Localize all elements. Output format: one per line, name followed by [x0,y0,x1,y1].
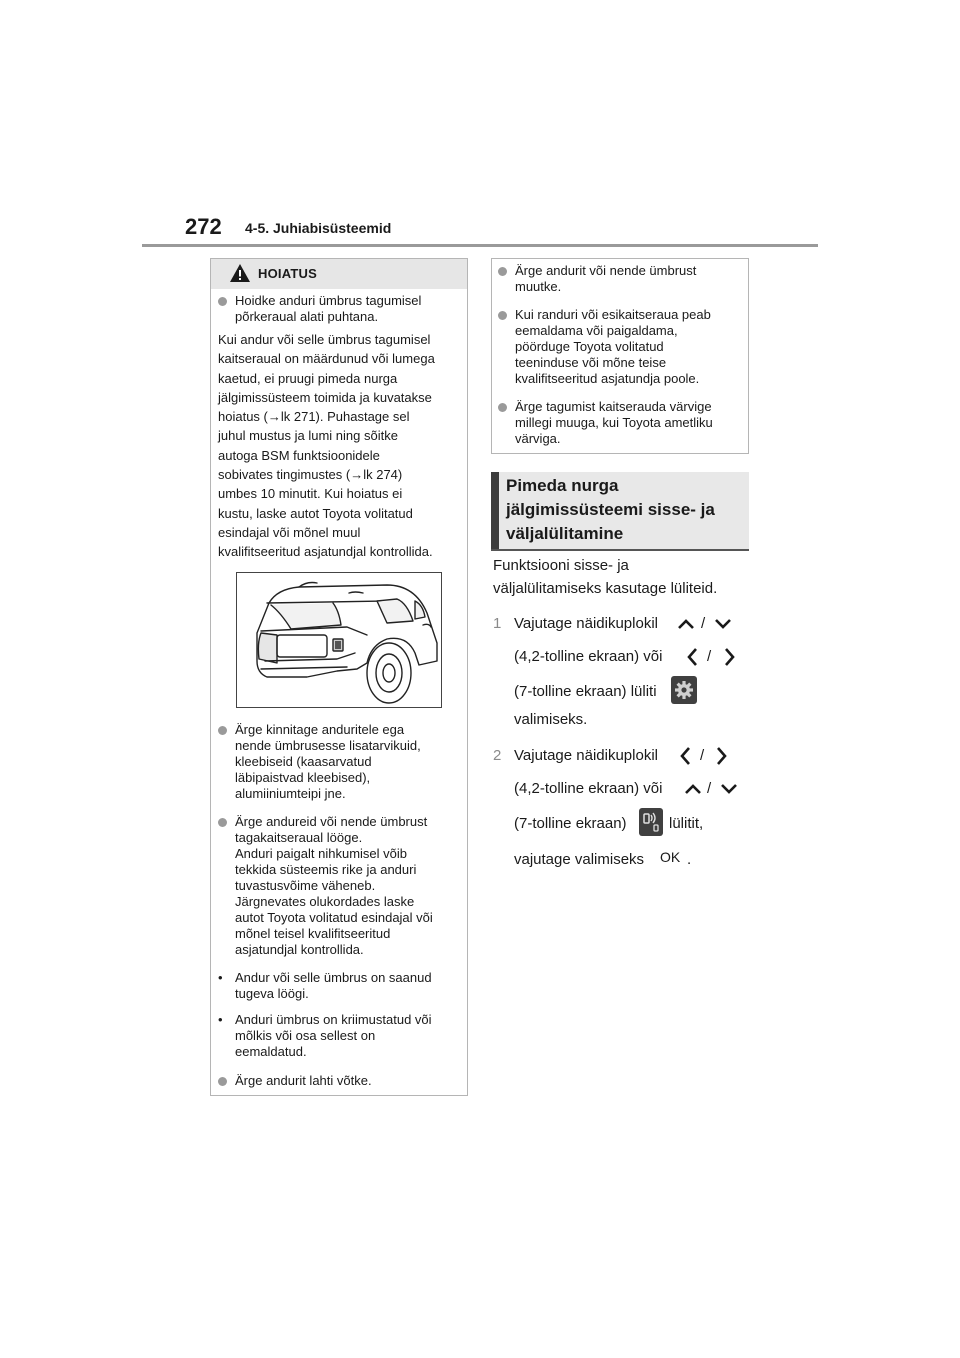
step-text: valimiseks. [514,711,588,728]
bullet-line: millegi muuga, kui Toyota ametliku [515,415,713,430]
heading-line: Pimeda nurga [506,476,619,495]
bullet-dot [218,818,227,827]
bullet-line: Ärge andurit lahti võtke. [235,1073,372,1088]
chevron-up-icon [683,782,703,796]
section-heading [491,472,749,550]
section-title: 4-5. Juhiabisüsteemid [245,220,392,236]
step-text: . [687,851,692,868]
step-text: (7-tolline ekraan) lüliti [514,683,657,700]
bullet-line: autot Toyota volitatud esindajal või [235,910,433,925]
bullet-dot [218,726,227,735]
slash-separator: / [700,747,705,764]
bullet-line: läbipaistvad kleebised), [235,770,371,785]
step-text: Vajutage näidikuplokil [514,747,658,764]
bullet-line: Ärge andurit või nende ümbrust [515,263,697,278]
bullet-line: alumiiniumteipi jne. [235,786,346,801]
warning-triangle-icon [229,263,251,283]
chevron-left-icon [686,646,700,668]
warning-bullet [218,293,466,325]
chevron-right-icon [722,646,736,668]
chevron-left-icon [679,745,693,767]
bullet-line: Ärge kinnitage anduritele ega [235,722,405,737]
warning-sub-item [218,1012,466,1060]
bullet-line: nende ümbrusesse lisatarvikuid, [235,738,421,753]
caution-bullet [498,307,746,387]
intro-line: väljalülitamiseks kasutage lüliteid. [493,580,718,597]
car-rear-drawing [237,573,441,707]
warning-bullet [218,814,466,958]
caution-continued-box [491,258,749,454]
chevron-up-icon [676,617,696,631]
page-number: 272 [185,214,222,239]
step-text: lülitit, [669,815,704,832]
bullet-line: Anduri paigalt nihkumisel võib [235,846,407,861]
sub-item-line: tugeva löögi. [235,986,309,1001]
intro-line: Funktsiooni sisse- ja [493,557,629,574]
bullet-dot [498,403,507,412]
sub-item-marker: • [218,970,223,985]
slash-separator: / [707,648,712,665]
heading-line: väljalülitamine [506,524,624,543]
sub-item-line: Andur või selle ümbrus on saanud [235,970,432,985]
sub-item-line: mõlkis või osa sellest on [235,1028,376,1043]
bullet-line: tagakaitseraual lööge. [235,830,363,845]
step-number: 1 [493,615,502,632]
bullet-line: eemaldama või paigaldama, [515,323,678,338]
paragraph-line: kaitseraual on määrdunud või lumega [218,351,435,367]
bullet-line: muutke. [515,279,562,294]
step-text: (7-tolline ekraan) [514,815,627,832]
bullet-dot [218,1077,227,1086]
bullet-line: kvalifitseeritud asjatundja poole. [515,371,700,386]
warning-bullet [218,1073,466,1089]
bullet-line: Ärge tagumist kaitserauda värvige [515,399,712,414]
ok-button-icon: OK [660,849,681,865]
caution-bullet [498,399,746,447]
bullet-line: Hoidke anduri ümbrus tagumisel [235,293,422,308]
bullet-line: teeninduse või mõne teise [515,355,667,370]
paragraph-line: kvalifitseeritud asjatundjal kontrollida. [218,544,433,560]
paragraph-line: sobivates tingimustes (→lk 274) [218,467,403,483]
warning-header [211,259,467,289]
bullet-line: Kui randuri või esikaitseraua peab [515,307,711,322]
heading-accent-bar [491,472,499,550]
step-text: Vajutage näidikuplokil [514,615,658,632]
car-rear-illustration [236,572,442,708]
paragraph-line: kaetud, ei pruugi pimeda nurga [218,370,398,386]
warning-title: HOIATUS [258,266,317,281]
warning-bullet [218,722,466,802]
chevron-down-icon [713,617,733,631]
bullet-dot [218,297,227,306]
step-text: (4,2-tolline ekraan) või [514,780,663,797]
sub-item-line: Anduri ümbrus on kriimustatud või [235,1012,432,1027]
heading-line: jälgimissüsteemi sisse- ja [506,500,715,519]
bullet-line: Ärge andureid või nende ümbrust [235,814,428,829]
sub-item-line: eemaldatud. [235,1044,307,1059]
bullet-line: Järgnevates olukordades laske [235,894,415,909]
bullet-line: asjatundjal kontrollida. [235,942,364,957]
settings-gear-icon [671,676,697,704]
paragraph-line: esindajal või mõnel muul [218,524,361,540]
bullet-line: pöörduge Toyota volitatud [515,339,664,354]
step-number: 2 [493,747,502,764]
heading-underline [491,549,749,551]
bullet-line: põrkeraual alati puhtana. [235,309,379,324]
paragraph-line: Kui andur või selle ümbrus tagumisel [218,332,431,347]
sub-item-marker: • [218,1012,223,1027]
paragraph-line: autoga BSM funktsioonidele [218,447,380,463]
bullet-dot [498,311,507,320]
paragraph-line: hoiatus (→lk 271). Puhastage sel [218,409,410,425]
caution-bullet [498,263,746,295]
chevron-right-icon [714,745,728,767]
warning-sub-item [218,970,466,1002]
bsm-switch-icon [639,808,663,836]
bullet-dot [498,267,507,276]
step-text: vajutage valimiseks [514,851,645,868]
header-divider [142,244,818,247]
step-text: (4,2-tolline ekraan) või [514,648,663,665]
bullet-line: värviga. [515,431,561,446]
warning-paragraph [218,330,466,562]
chevron-down-icon [719,782,739,796]
paragraph-line: kustu, laske autot Toyota volitatud [218,505,413,521]
bullet-line: kleebiseid (kaasarvatud [235,754,372,769]
bullet-line: tekkida süsteemis rike ja anduri [235,862,417,877]
paragraph-line: juhul mustus ja lumi ning sõitke [218,428,398,444]
bullet-line: mõnel teisel kvalifitseeritud [235,926,391,941]
paragraph-line: jälgimissüsteem toimida ja kuvatakse [218,389,432,405]
slash-separator: / [707,780,712,797]
slash-separator: / [701,615,706,632]
bullet-line: tuvastusvõime väheneb. [235,878,376,893]
paragraph-line: umbes 10 minutit. Kui hoiatus ei [218,486,403,502]
